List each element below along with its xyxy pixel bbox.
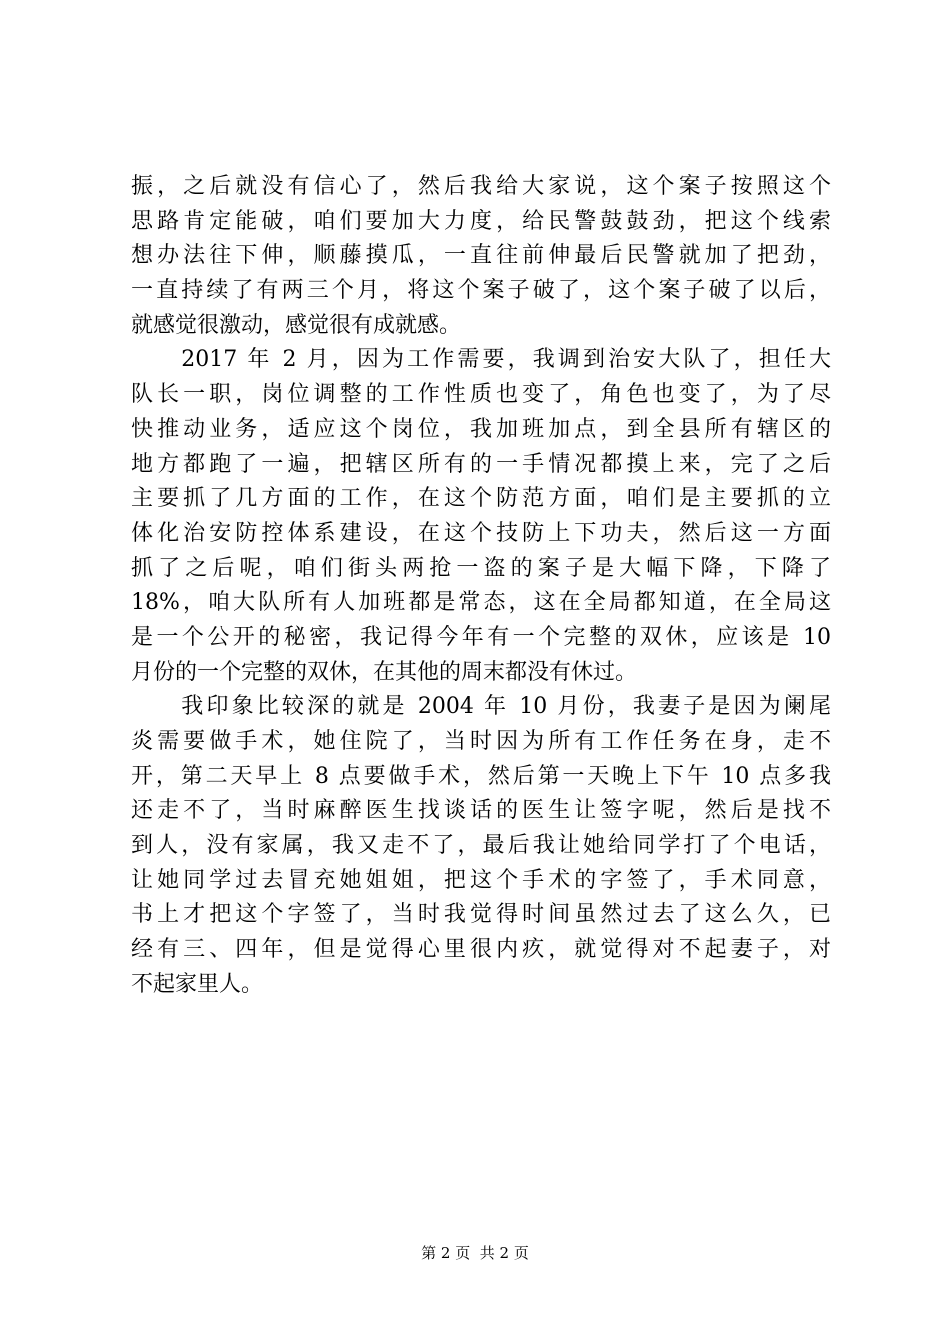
text-line: 让她同学过去冒充她姐姐，把这个手术的字签了，手术同意， [131, 867, 831, 893]
text-line: 振，之后就没有信心了，然后我给大家说，这个案子按照这个 [131, 174, 831, 199]
text-line: 想办法往下伸，顺藤摸瓜，一直往前伸最后民警就加了把劲， [131, 243, 831, 269]
text-line: 队长一职，岗位调整的工作性质也变了，角色也变了，为了尽 [131, 382, 831, 408]
document-body [131, 170, 831, 1003]
text-line: 书上才把这个字签了，当时我觉得时间虽然过去了这么久，已 [131, 902, 831, 928]
text-line: 我印象比较深的就是 2004 年 10 月份，我妻子是因为阑尾 [131, 694, 831, 720]
text-line: 经有三、四年，但是觉得心里很内疚，就觉得对不起妻子，对 [131, 937, 831, 963]
text-line: 主要抓了几方面的工作，在这个防范方面，咱们是主要抓的立 [131, 486, 831, 512]
text-line: 到人，没有家属，我又走不了，最后我让她给同学打了个电话， [131, 833, 831, 859]
text-line: 炎需要做手术，她住院了，当时因为所有工作任务在身，走不 [131, 729, 831, 754]
text-line: 体化治安防控体系建设，在这个技防上下功夫，然后这一方面 [131, 520, 831, 546]
text-line: 不起家里人。 [131, 971, 264, 997]
paragraph-2 [131, 343, 831, 690]
text-line: 快推动业务，适应这个岗位，我加班加点，到全县所有辖区的 [131, 416, 831, 442]
text-line: 18%，咱大队所有人加班都是常态，这在全局都知道，在全局这 [131, 590, 831, 616]
text-line: 2017 年 2 月，因为工作需要，我调到治安大队了，担任大 [131, 347, 831, 373]
text-line: 思路肯定能破，咱们要加大力度，给民警鼓鼓劲，把这个线索 [131, 208, 831, 234]
text-line: 就感觉很激动，感觉很有成就感。 [131, 312, 462, 338]
paragraph-1 [131, 170, 831, 343]
text-line: 还走不了，当时麻醉医生找谈话的医生让签字呢，然后是找不 [131, 798, 831, 824]
paragraph-3 [131, 690, 831, 1002]
text-line: 月份的一个完整的双休，在其他的周末都没有休过。 [131, 659, 638, 685]
page-number-label: 第 2 页 共 2 页 [421, 1244, 529, 1262]
text-line: 是一个公开的秘密，我记得今年有一个完整的双休，应该是 10 [131, 624, 831, 650]
text-line: 一直持续了有两三个月，将这个案子破了，这个案子破了以后， [131, 278, 831, 304]
text-line: 开，第二天早上 8 点要做手术，然后第一天晚上下午 10 点多我 [131, 763, 831, 789]
text-line: 地方都跑了一遍，把辖区所有的一手情况都摸上来，完了之后 [131, 451, 831, 477]
page-footer [0, 1243, 950, 1263]
text-line: 抓了之后呢，咱们街头两抢一盗的案子是大幅下降，下降了 [131, 555, 831, 581]
